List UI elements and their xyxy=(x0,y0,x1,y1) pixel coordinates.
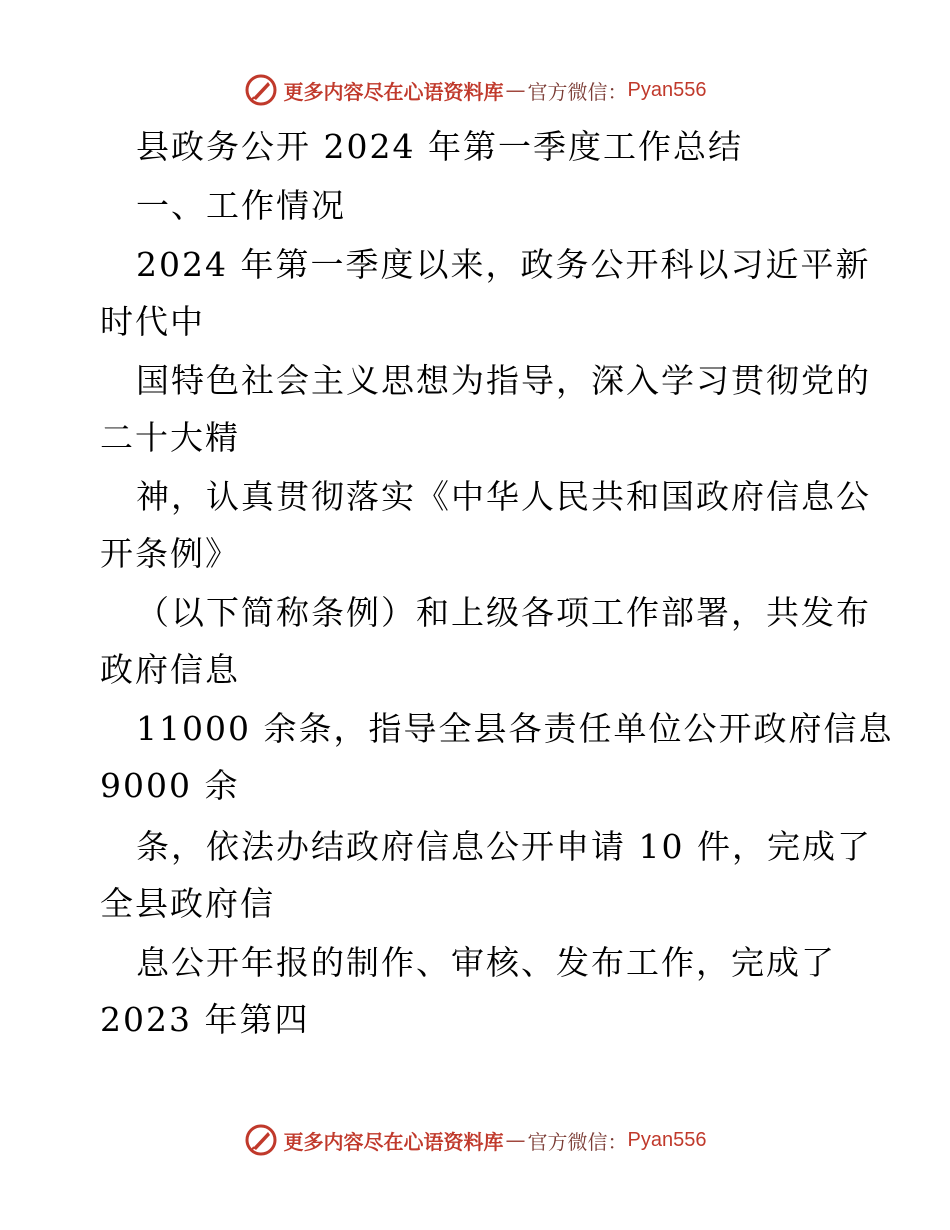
paragraph-line: 2023 年第四 xyxy=(100,1000,310,1039)
paragraph-line: （以下简称条例）和上级各项工作部署，共发布 xyxy=(136,593,871,632)
paragraph-line: 息公开年报的制作、审核、发布工作，完成了 xyxy=(136,943,836,982)
paragraph-line: 9000 余 xyxy=(100,766,240,805)
watermark-wechat-id: Pyan556 xyxy=(627,78,707,101)
watermark-site-text: 更多内容尽在心语资料库 xyxy=(283,79,504,104)
watermark-wechat-label: 官方微信： xyxy=(527,79,628,104)
watermark-separator: — xyxy=(505,1128,526,1152)
paragraph-line: 11000 余条，指导全县各责任单位公开政府信息 xyxy=(136,709,894,748)
paragraph-line: 二十大精 xyxy=(100,418,240,457)
paragraph-line: 神，认真贯彻落实《中华人民共和国政府信息公 xyxy=(136,477,871,516)
paragraph-line: 国特色社会主义思想为指导，深入学习贯彻党的 xyxy=(136,361,871,400)
section-heading: 一、工作情况 xyxy=(136,186,346,225)
document-title: 县政务公开 2024 年第一季度工作总结 xyxy=(136,127,743,166)
watermark-site-text: 更多内容尽在心语资料库 xyxy=(283,1129,504,1154)
paragraph-line: 时代中 xyxy=(100,302,205,341)
quill-logo-icon xyxy=(244,1123,278,1157)
footer-watermark-banner xyxy=(0,1120,950,1160)
header-watermark-banner xyxy=(0,70,950,110)
paragraph-line: 2024 年第一季度以来，政务公开科以习近平新 xyxy=(136,245,871,284)
paragraph-line: 全县政府信 xyxy=(100,884,275,923)
watermark-wechat-id: Pyan556 xyxy=(627,1128,707,1151)
quill-logo-icon xyxy=(244,73,278,107)
paragraph-line: 条，依法办结政府信息公开申请 10 件，完成了 xyxy=(136,827,872,866)
paragraph-line: 政府信息 xyxy=(100,650,240,689)
watermark-wechat-label: 官方微信： xyxy=(527,1129,628,1154)
watermark-separator: — xyxy=(505,78,526,102)
paragraph-line: 开条例》 xyxy=(100,534,240,573)
